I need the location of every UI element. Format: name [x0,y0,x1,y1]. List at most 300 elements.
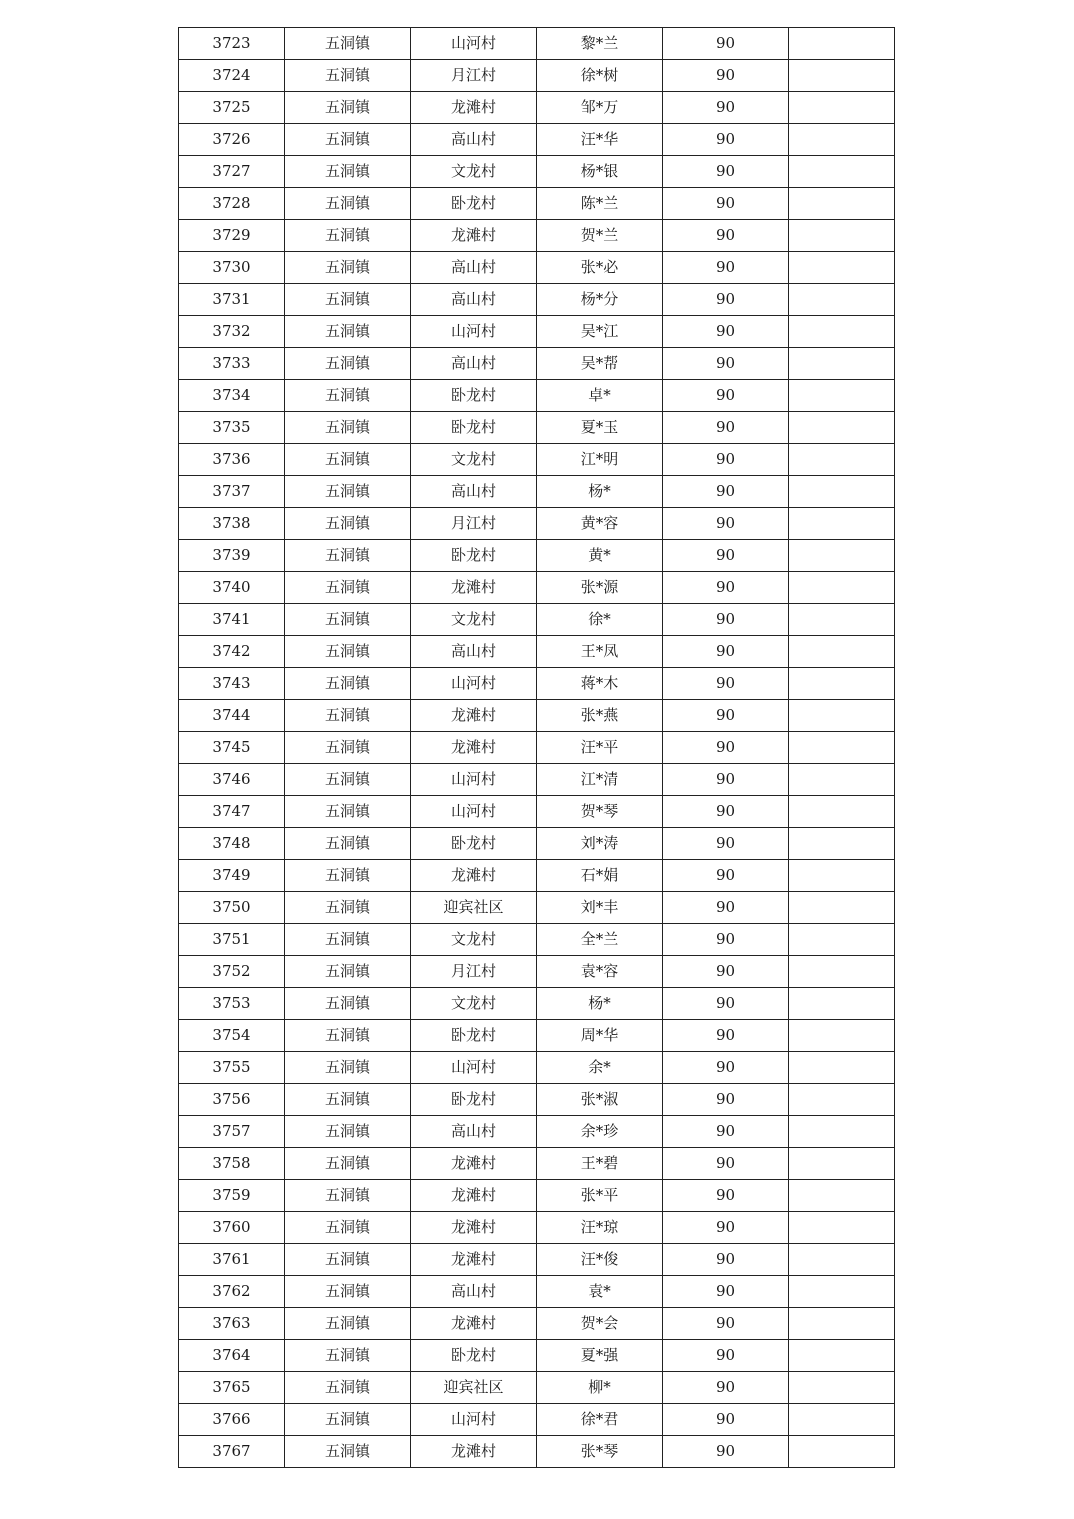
cell-note [789,316,895,348]
table-row [179,1116,895,1148]
table-row [179,1308,895,1340]
cell-serial-number: 3764 [179,1340,285,1372]
cell-serial-number: 3760 [179,1212,285,1244]
cell-village: 高山村 [411,348,537,380]
cell-amount: 90 [663,956,789,988]
cell-serial-number: 3736 [179,444,285,476]
cell-note [789,220,895,252]
cell-amount: 90 [663,220,789,252]
cell-village: 高山村 [411,252,537,284]
cell-village: 卧龙村 [411,540,537,572]
cell-amount: 90 [663,1372,789,1404]
cell-name: 余*珍 [537,1116,663,1148]
cell-village: 龙滩村 [411,572,537,604]
cell-name: 夏*强 [537,1340,663,1372]
cell-name: 贺*兰 [537,220,663,252]
cell-note [789,540,895,572]
cell-amount: 90 [663,92,789,124]
cell-name: 刘*丰 [537,892,663,924]
cell-note [789,1084,895,1116]
cell-amount: 90 [663,572,789,604]
cell-name: 张*燕 [537,700,663,732]
cell-town: 五洞镇 [285,28,411,60]
cell-note [789,1244,895,1276]
cell-village: 卧龙村 [411,380,537,412]
cell-note [789,1404,895,1436]
cell-note [789,380,895,412]
cell-town: 五洞镇 [285,156,411,188]
cell-name: 夏*玉 [537,412,663,444]
cell-amount: 90 [663,1436,789,1468]
cell-town: 五洞镇 [285,764,411,796]
cell-town: 五洞镇 [285,1052,411,1084]
cell-amount: 90 [663,1244,789,1276]
cell-village: 月江村 [411,60,537,92]
cell-village: 文龙村 [411,924,537,956]
cell-serial-number: 3723 [179,28,285,60]
cell-village: 龙滩村 [411,1244,537,1276]
cell-amount: 90 [663,988,789,1020]
table-row [179,1244,895,1276]
cell-note [789,988,895,1020]
cell-name: 卓* [537,380,663,412]
cell-name: 陈*兰 [537,188,663,220]
cell-name: 杨*分 [537,284,663,316]
cell-name: 柳* [537,1372,663,1404]
cell-serial-number: 3749 [179,860,285,892]
table-row [179,924,895,956]
cell-amount: 90 [663,1212,789,1244]
cell-note [789,284,895,316]
cell-name: 石*娟 [537,860,663,892]
cell-town: 五洞镇 [285,860,411,892]
cell-town: 五洞镇 [285,700,411,732]
cell-name: 江*清 [537,764,663,796]
cell-amount: 90 [663,1404,789,1436]
cell-name: 蒋*木 [537,668,663,700]
cell-town: 五洞镇 [285,348,411,380]
cell-serial-number: 3761 [179,1244,285,1276]
cell-town: 五洞镇 [285,988,411,1020]
cell-note [789,348,895,380]
cell-village: 高山村 [411,636,537,668]
cell-village: 文龙村 [411,156,537,188]
cell-serial-number: 3765 [179,1372,285,1404]
cell-amount: 90 [663,252,789,284]
table-row [179,28,895,60]
table-row [179,1276,895,1308]
cell-village: 文龙村 [411,604,537,636]
table-row [179,124,895,156]
cell-amount: 90 [663,412,789,444]
cell-village: 龙滩村 [411,1436,537,1468]
cell-amount: 90 [663,1308,789,1340]
cell-amount: 90 [663,732,789,764]
cell-name: 余* [537,1052,663,1084]
cell-amount: 90 [663,1148,789,1180]
table-row [179,572,895,604]
cell-village: 山河村 [411,668,537,700]
cell-town: 五洞镇 [285,508,411,540]
cell-name: 张*淑 [537,1084,663,1116]
cell-serial-number: 3731 [179,284,285,316]
cell-town: 五洞镇 [285,1372,411,1404]
cell-serial-number: 3755 [179,1052,285,1084]
table-row [179,444,895,476]
cell-serial-number: 3742 [179,636,285,668]
cell-amount: 90 [663,348,789,380]
table-row [179,668,895,700]
cell-town: 五洞镇 [285,956,411,988]
cell-name: 黄*容 [537,508,663,540]
cell-town: 五洞镇 [285,380,411,412]
cell-town: 五洞镇 [285,668,411,700]
cell-town: 五洞镇 [285,1148,411,1180]
cell-town: 五洞镇 [285,124,411,156]
cell-amount: 90 [663,1020,789,1052]
table-row [179,860,895,892]
table-row [179,1180,895,1212]
cell-amount: 90 [663,444,789,476]
cell-amount: 90 [663,924,789,956]
cell-amount: 90 [663,1084,789,1116]
cell-note [789,636,895,668]
cell-serial-number: 3762 [179,1276,285,1308]
cell-amount: 90 [663,604,789,636]
cell-serial-number: 3745 [179,732,285,764]
cell-village: 龙滩村 [411,732,537,764]
table-row [179,1148,895,1180]
cell-serial-number: 3739 [179,540,285,572]
cell-serial-number: 3763 [179,1308,285,1340]
cell-village: 卧龙村 [411,1020,537,1052]
cell-serial-number: 3737 [179,476,285,508]
table-row [179,892,895,924]
cell-village: 迎宾社区 [411,892,537,924]
cell-town: 五洞镇 [285,1116,411,1148]
cell-town: 五洞镇 [285,444,411,476]
cell-amount: 90 [663,156,789,188]
cell-town: 五洞镇 [285,1436,411,1468]
table-row [179,92,895,124]
cell-name: 邹*万 [537,92,663,124]
cell-amount: 90 [663,892,789,924]
cell-amount: 90 [663,28,789,60]
cell-amount: 90 [663,796,789,828]
cell-serial-number: 3756 [179,1084,285,1116]
cell-serial-number: 3743 [179,668,285,700]
cell-serial-number: 3729 [179,220,285,252]
cell-note [789,1116,895,1148]
cell-village: 文龙村 [411,444,537,476]
cell-serial-number: 3753 [179,988,285,1020]
cell-amount: 90 [663,636,789,668]
cell-note [789,1020,895,1052]
cell-town: 五洞镇 [285,1180,411,1212]
cell-note [789,1212,895,1244]
table-row [179,764,895,796]
table-row [179,1372,895,1404]
cell-serial-number: 3735 [179,412,285,444]
cell-village: 迎宾社区 [411,1372,537,1404]
cell-name: 贺*琴 [537,796,663,828]
cell-serial-number: 3733 [179,348,285,380]
cell-village: 卧龙村 [411,1340,537,1372]
cell-village: 高山村 [411,284,537,316]
cell-town: 五洞镇 [285,828,411,860]
table-row [179,796,895,828]
cell-note [789,476,895,508]
cell-name: 汪*华 [537,124,663,156]
cell-name: 张*必 [537,252,663,284]
cell-village: 山河村 [411,1052,537,1084]
cell-serial-number: 3748 [179,828,285,860]
cell-serial-number: 3726 [179,124,285,156]
cell-name: 刘*涛 [537,828,663,860]
cell-village: 月江村 [411,508,537,540]
cell-note [789,252,895,284]
cell-name: 袁* [537,1276,663,1308]
table-row [179,508,895,540]
cell-amount: 90 [663,284,789,316]
cell-village: 龙滩村 [411,92,537,124]
cell-name: 黄* [537,540,663,572]
cell-town: 五洞镇 [285,604,411,636]
cell-village: 龙滩村 [411,860,537,892]
cell-note [789,796,895,828]
cell-serial-number: 3741 [179,604,285,636]
cell-village: 龙滩村 [411,700,537,732]
cell-serial-number: 3740 [179,572,285,604]
cell-note [789,572,895,604]
cell-village: 卧龙村 [411,1084,537,1116]
table-row [179,604,895,636]
cell-note [789,860,895,892]
cell-town: 五洞镇 [285,796,411,828]
cell-note [789,604,895,636]
table-row [179,476,895,508]
cell-village: 文龙村 [411,988,537,1020]
cell-village: 高山村 [411,124,537,156]
cell-note [789,412,895,444]
table-row [179,1212,895,1244]
cell-town: 五洞镇 [285,1244,411,1276]
cell-town: 五洞镇 [285,188,411,220]
cell-name: 黎*兰 [537,28,663,60]
cell-name: 江*明 [537,444,663,476]
cell-village: 龙滩村 [411,1148,537,1180]
table-row [179,284,895,316]
table-row [179,156,895,188]
cell-serial-number: 3728 [179,188,285,220]
cell-amount: 90 [663,1276,789,1308]
cell-serial-number: 3724 [179,60,285,92]
cell-village: 龙滩村 [411,1308,537,1340]
cell-name: 全*兰 [537,924,663,956]
cell-name: 杨* [537,988,663,1020]
cell-note [789,956,895,988]
cell-amount: 90 [663,828,789,860]
cell-serial-number: 3738 [179,508,285,540]
cell-town: 五洞镇 [285,412,411,444]
cell-serial-number: 3752 [179,956,285,988]
cell-note [789,508,895,540]
cell-town: 五洞镇 [285,1212,411,1244]
table-row [179,252,895,284]
cell-village: 山河村 [411,316,537,348]
cell-village: 山河村 [411,1404,537,1436]
cell-amount: 90 [663,60,789,92]
table-row [179,348,895,380]
cell-serial-number: 3750 [179,892,285,924]
cell-amount: 90 [663,1340,789,1372]
cell-serial-number: 3758 [179,1148,285,1180]
cell-village: 山河村 [411,764,537,796]
cell-town: 五洞镇 [285,284,411,316]
cell-note [789,1148,895,1180]
table-row [179,380,895,412]
cell-amount: 90 [663,188,789,220]
cell-town: 五洞镇 [285,540,411,572]
cell-town: 五洞镇 [285,1276,411,1308]
cell-note [789,924,895,956]
cell-town: 五洞镇 [285,92,411,124]
table-row [179,988,895,1020]
cell-serial-number: 3734 [179,380,285,412]
cell-name: 汪*平 [537,732,663,764]
cell-serial-number: 3746 [179,764,285,796]
cell-amount: 90 [663,1180,789,1212]
cell-amount: 90 [663,476,789,508]
cell-amount: 90 [663,764,789,796]
cell-note [789,1308,895,1340]
table-row [179,700,895,732]
cell-note [789,28,895,60]
cell-town: 五洞镇 [285,220,411,252]
cell-town: 五洞镇 [285,924,411,956]
table-row [179,1404,895,1436]
table-row [179,1020,895,1052]
cell-serial-number: 3759 [179,1180,285,1212]
table-row [179,636,895,668]
cell-name: 张*琴 [537,1436,663,1468]
cell-note [789,124,895,156]
cell-amount: 90 [663,380,789,412]
cell-village: 山河村 [411,28,537,60]
cell-town: 五洞镇 [285,1404,411,1436]
table-row [179,188,895,220]
cell-amount: 90 [663,700,789,732]
cell-village: 卧龙村 [411,828,537,860]
cell-amount: 90 [663,124,789,156]
cell-note [789,92,895,124]
cell-note [789,700,895,732]
cell-village: 卧龙村 [411,412,537,444]
cell-serial-number: 3767 [179,1436,285,1468]
cell-village: 高山村 [411,1116,537,1148]
cell-name: 周*华 [537,1020,663,1052]
cell-serial-number: 3747 [179,796,285,828]
cell-name: 王*凤 [537,636,663,668]
cell-note [789,1340,895,1372]
roster-table [178,27,895,1468]
cell-note [789,188,895,220]
cell-serial-number: 3766 [179,1404,285,1436]
cell-village: 山河村 [411,796,537,828]
cell-note [789,1372,895,1404]
table-row [179,412,895,444]
cell-village: 卧龙村 [411,188,537,220]
cell-name: 杨*银 [537,156,663,188]
cell-serial-number: 3730 [179,252,285,284]
cell-name: 张*平 [537,1180,663,1212]
cell-name: 徐* [537,604,663,636]
cell-town: 五洞镇 [285,476,411,508]
cell-name: 吴*江 [537,316,663,348]
cell-note [789,1276,895,1308]
cell-serial-number: 3725 [179,92,285,124]
cell-town: 五洞镇 [285,892,411,924]
cell-village: 高山村 [411,476,537,508]
cell-village: 龙滩村 [411,1180,537,1212]
cell-note [789,668,895,700]
cell-note [789,732,895,764]
cell-village: 高山村 [411,1276,537,1308]
cell-amount: 90 [663,508,789,540]
cell-town: 五洞镇 [285,1020,411,1052]
cell-note [789,444,895,476]
cell-name: 徐*君 [537,1404,663,1436]
cell-amount: 90 [663,1052,789,1084]
cell-serial-number: 3754 [179,1020,285,1052]
cell-note [789,764,895,796]
table-row [179,1340,895,1372]
cell-serial-number: 3727 [179,156,285,188]
cell-town: 五洞镇 [285,60,411,92]
cell-town: 五洞镇 [285,1340,411,1372]
cell-town: 五洞镇 [285,732,411,764]
table-row [179,316,895,348]
cell-name: 王*碧 [537,1148,663,1180]
table-row [179,828,895,860]
table-row [179,1436,895,1468]
cell-serial-number: 3757 [179,1116,285,1148]
table-row [179,732,895,764]
table-row [179,220,895,252]
cell-amount: 90 [663,1116,789,1148]
cell-serial-number: 3732 [179,316,285,348]
cell-serial-number: 3751 [179,924,285,956]
cell-amount: 90 [663,860,789,892]
cell-name: 吴*帮 [537,348,663,380]
cell-note [789,1436,895,1468]
table-row [179,1052,895,1084]
roster-table-body [179,28,895,1468]
cell-note [789,156,895,188]
cell-name: 杨* [537,476,663,508]
cell-amount: 90 [663,540,789,572]
cell-name: 汪*琼 [537,1212,663,1244]
cell-village: 月江村 [411,956,537,988]
cell-town: 五洞镇 [285,1308,411,1340]
table-row [179,60,895,92]
table-row [179,956,895,988]
cell-name: 张*源 [537,572,663,604]
cell-village: 龙滩村 [411,1212,537,1244]
cell-note [789,892,895,924]
cell-note [789,828,895,860]
cell-name: 贺*会 [537,1308,663,1340]
